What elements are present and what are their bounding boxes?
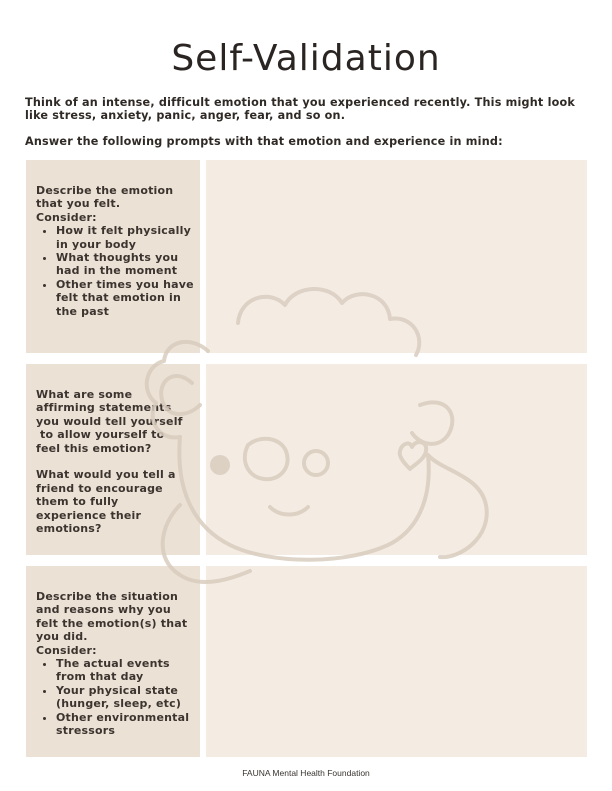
page-title: Self-Validation — [171, 38, 441, 79]
answer-area[interactable] — [206, 364, 587, 555]
prompt-cell — [26, 364, 200, 555]
prompt-text — [36, 590, 194, 737]
intro-paragraph-2: Answer the following prompts with that emotion and experience in mind: — [25, 135, 503, 148]
prompt-bullet: • The actual events from that day — [56, 657, 194, 684]
prompt-line: felt the emotion(s) that — [36, 616, 188, 630]
prompt-bullet: • How it felt physically in your body — [56, 224, 194, 251]
prompt-bullets — [36, 224, 194, 318]
prompt-line: to allow yourself to — [36, 428, 165, 442]
prompt-line: and reasons why you — [36, 603, 171, 617]
footer-credit: FAUNA Mental Health Foundation — [242, 768, 370, 778]
prompt-line: friend to encourage — [36, 481, 163, 495]
prompt-cell — [26, 160, 200, 353]
prompt-line: feel this emotion? — [36, 441, 152, 455]
intro-paragraph-1: Think of an intense, difficult emotion that you experienced recently. This might look like stress, anxiety, panic, anger, fear, and so on. — [25, 96, 576, 122]
prompt-line: Consider: — [36, 643, 97, 657]
prompt-line: affirming statements — [36, 401, 172, 415]
prompt-bullet: • What thoughts you had in the moment — [56, 251, 194, 278]
prompt-line: you would tell yourself — [36, 414, 183, 428]
prompt-line: emotions? — [36, 522, 102, 536]
prompt-line: experience their — [36, 508, 142, 522]
intro — [25, 96, 595, 161]
prompt-line: What are some — [36, 388, 133, 401]
answer-area[interactable] — [206, 160, 587, 353]
prompt-text — [36, 388, 194, 535]
prompt-cell — [26, 566, 200, 757]
prompt-line: you did. — [36, 630, 88, 644]
prompt-bullets — [36, 657, 194, 737]
prompt-row-affirmations — [26, 364, 587, 555]
prompt-line: Consider: — [36, 210, 97, 224]
prompt-line: What would you tell a — [36, 468, 176, 482]
prompt-line: Describe the situation — [36, 590, 179, 603]
prompt-text — [36, 184, 194, 318]
prompt-bullet: • Your physical state (hunger, sleep, etc) — [56, 684, 194, 711]
answer-area[interactable] — [206, 566, 587, 757]
prompt-row-emotion — [26, 160, 587, 353]
prompt-line: them to fully — [36, 495, 119, 509]
prompt-row-situation — [26, 566, 587, 757]
prompt-bullet: • Other times you have felt that emotion in the past — [56, 278, 194, 318]
prompt-line: that you felt. — [36, 197, 121, 211]
prompt-line: Describe the emotion — [36, 184, 174, 197]
prompt-bullet: • Other environmental stressors — [56, 711, 194, 738]
